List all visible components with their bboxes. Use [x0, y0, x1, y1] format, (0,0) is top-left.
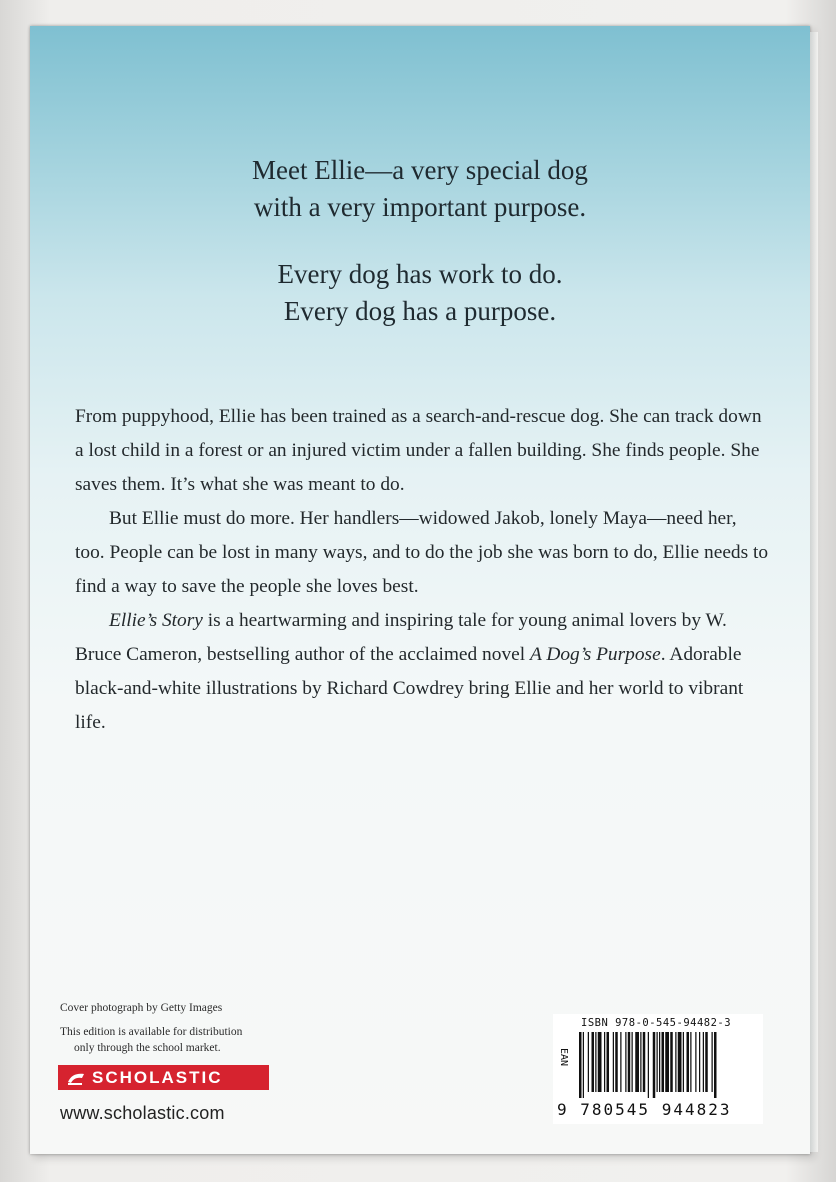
publisher-url: www.scholastic.com: [60, 1103, 225, 1123]
barcode-bar: [583, 1032, 584, 1098]
barcode-bar: [620, 1032, 621, 1092]
barcode-bar: [607, 1032, 610, 1092]
barcode-bar: [678, 1032, 682, 1092]
barcode-bar: [665, 1032, 669, 1092]
scholastic-logo: [58, 1065, 269, 1090]
barcode-bar: [643, 1032, 646, 1092]
description-text: . Adorable black-and-white illustrations by Richard Cowdrey bring Ellie and her world to vibrant life.: [75, 644, 744, 733]
tagline-line: Every dog has a purpose.: [283, 296, 557, 326]
barcode-bar: [628, 1032, 631, 1092]
barcode-bar: [699, 1032, 700, 1092]
barcode-bar: [690, 1032, 691, 1092]
barcode-bar: [712, 1032, 713, 1092]
photo-credit: Cover photograph by Getty Images: [60, 1002, 223, 1014]
barcode-bar: [653, 1032, 656, 1098]
tagline-line: Meet Ellie—a very special dog: [252, 155, 588, 185]
tagline-purpose: [30, 256, 810, 330]
barcode-bar: [592, 1032, 595, 1092]
barcode-bar: [635, 1032, 639, 1092]
barcode-bar: [632, 1032, 633, 1092]
tagline-line: Every dog has work to do.: [277, 259, 563, 289]
distribution-note: This edition is available for distribution: [60, 1026, 243, 1038]
barcode-bar: [687, 1032, 690, 1092]
barcode-bars: [577, 1032, 759, 1098]
barcode-bar: [662, 1032, 665, 1092]
barcode-bar: [588, 1032, 589, 1092]
barcode-bar: [615, 1032, 618, 1092]
tagline-intro: [30, 152, 810, 226]
distribution-note: only through the school market.: [74, 1042, 221, 1054]
credits: [60, 1000, 280, 1056]
novel-title: A Dog’s Purpose: [530, 644, 661, 665]
barcode-bar: [613, 1032, 614, 1092]
barcode-bar: [703, 1032, 704, 1092]
barcode-bar: [659, 1032, 660, 1092]
book-description: [75, 400, 770, 740]
barcode-bar: [579, 1032, 582, 1098]
description-paragraph: From puppyhood, Ellie has been trained as a search-and-rescue dog. She can track down a lost child in a forest or an injured victim under a fallen building. She finds people. She saves them. It’s what she was meant to do.: [75, 406, 762, 495]
barcode-bar: [598, 1032, 602, 1092]
barcode-bar: [670, 1032, 673, 1092]
barcode-bar: [675, 1032, 676, 1092]
description-paragraph: [75, 604, 770, 740]
description-text: is a heartwarming and inspiring tale for young animal lovers by W. Bruce Cameron, bestselling author of the acclaimed novel: [75, 610, 727, 665]
barcode-bar: [604, 1032, 605, 1092]
barcode-bar: [695, 1032, 696, 1092]
barcode: [553, 1014, 763, 1124]
tagline-line: with a very important purpose.: [253, 192, 587, 222]
page-edge: [810, 32, 818, 1152]
barcode-bar: [595, 1032, 596, 1092]
isbn-text: ISBN 978-0-545-94482-3: [581, 1017, 732, 1029]
barcode-digits: 9 780545 944823: [557, 1100, 732, 1119]
barcode-bar: [625, 1032, 626, 1092]
barcode-bar: [640, 1032, 641, 1092]
book-title: Ellie’s Story: [109, 610, 203, 631]
barcode-bar: [657, 1032, 658, 1092]
description-paragraph: But Ellie must do more. Her handlers—widowed Jakob, lonely Maya—need her, too. People can be lost in many ways, and to do the job she was born to do, Ellie needs to find a way to save the people she loves best.: [75, 508, 769, 597]
lamp-icon: [66, 1069, 86, 1086]
barcode-bar: [648, 1032, 649, 1098]
barcode-bar: [714, 1032, 717, 1098]
barcode-bar: [705, 1032, 708, 1092]
logo-text: SCHOLASTIC: [92, 1067, 223, 1087]
ean-label: EAN: [558, 1048, 569, 1067]
book-back-cover: [30, 26, 810, 1154]
barcode-bar: [683, 1032, 684, 1092]
